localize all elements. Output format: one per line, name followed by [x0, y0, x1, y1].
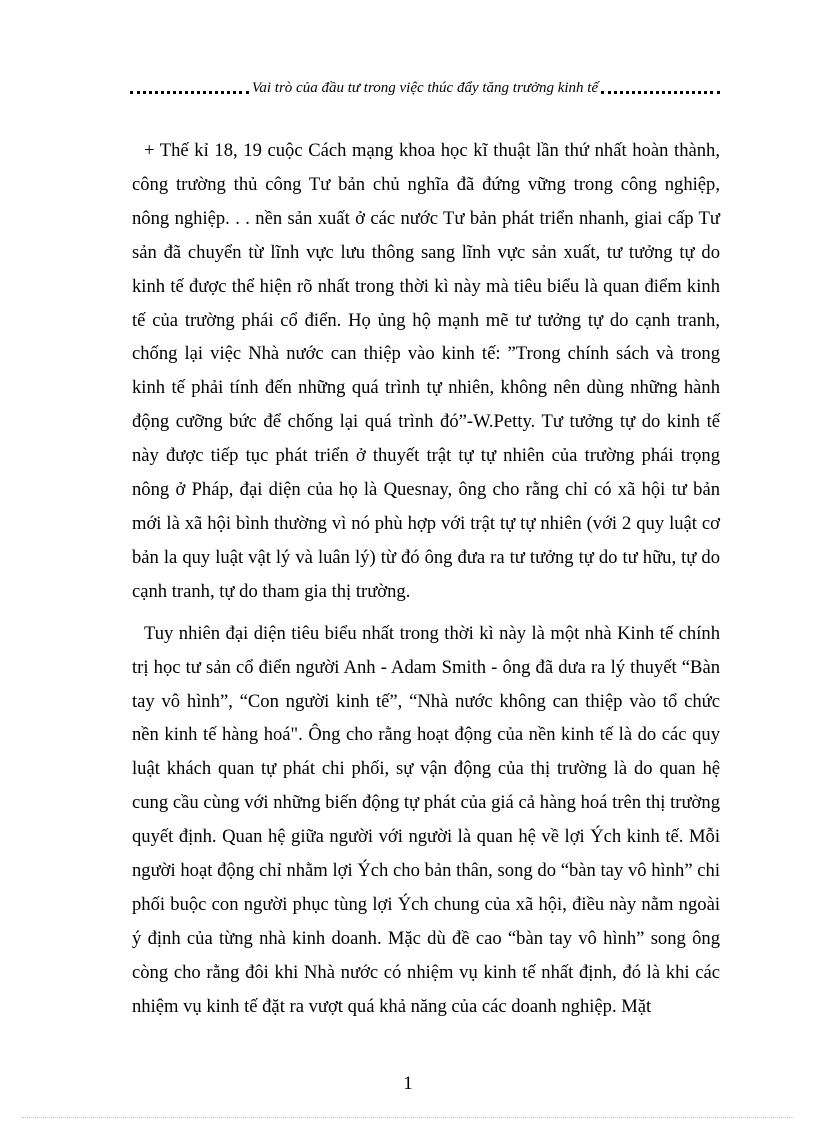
body-text	[132, 134, 720, 1024]
paragraph-1: + Thế kỉ 18, 19 cuộc Cách mạng khoa học kĩ thuật lần thứ nhất hoàn thành, công trường thủ công Tư bản chủ nghĩa đã đứng vững trong công nghiệp, nông nghiệp. . . nền sản xuất ở các nước Tư bản phát triển nhanh, giai cấp Tư sản đã chuyển từ lĩnh vực lưu thông sang lĩnh vực sản xuất, tư tưởng tự do kinh tế được thể hiện rõ nhất trong thời kì này mà tiêu biểu là quan điểm kinh tế của trường phái cổ điển. Họ ủng hộ mạnh mẽ tư tưởng tự do cạnh tranh, chống lại việc Nhà nước can thiệp vào kinh tế: ”Trong chính sách và trong kinh tế phải tính đến những quá trình tự nhiên, không nên dùng những hành động cưỡng bức để chống lại quá trình đó”-W.Petty. Tư tưởng tự do kinh tế này được tiếp tục phát triển ở thuyết trật tự tự nhiên của trường phái trọng nông ở Pháp, đại diện của họ là Quesnay, ông cho rằng chỉ có xã hội tư bản mới là xã hội bình thường vì nó phù hợp với trật tự tự nhiên (với 2 quy luật cơ bản la quy luật vật lý và luân lý) từ đó ông đưa ra tư tưởng tự do tư hữu, tự do cạnh tranh, tự do tham gia thị trường.	[132, 140, 720, 602]
page-bottom-divider	[22, 1117, 794, 1118]
header-title: Vai trò của đầu tư trong việc thúc đẩy tăng trưởng kinh tế	[251, 80, 599, 96]
header-dotted-leader-left	[130, 91, 249, 94]
running-header	[130, 74, 720, 96]
paragraph-2: Tuy nhiên đại diện tiêu biểu nhất trong thời kì này là một nhà Kinh tế chính trị học tư sản cổ điển người Anh - Adam Smith - ông đã dưa ra lý thuyết “Bàn tay vô hình”, “Con người kinh tế”, “Nhà nước không can thiệp vào tổ chức nền kinh tế hàng hoá". Ông cho rằng hoạt động của nền kinh tế là do các quy luật khách quan tự phát chi phối, sự vận động của thị trường là do quan hệ cung cầu cùng với những biến động tự phát của giá cả hàng hoá trên thị trường quyết định. Quan hệ giữa người với người là quan hệ về lợi Ých kinh tế. Mỗi người hoạt động chỉ nhằm lợi Ých cho bản thân, song do “bàn tay vô hình” chi phối buộc con người phục tùng lợi Ých chung của xã hội, điều này nằm ngoài ý định của từng nhà kinh doanh. Mặc dù đề cao “bàn tay vô hình” song ông còng cho rằng đôi khi Nhà nước có nhiệm vụ kinh tế nhất định, đó là khi các nhiệm vụ kinh tế đặt ra vượt quá khả năng của các doanh nghiệp. Mặt	[132, 622, 720, 1017]
page-number: 1	[403, 1073, 413, 1094]
header-dotted-leader-right	[601, 91, 720, 94]
